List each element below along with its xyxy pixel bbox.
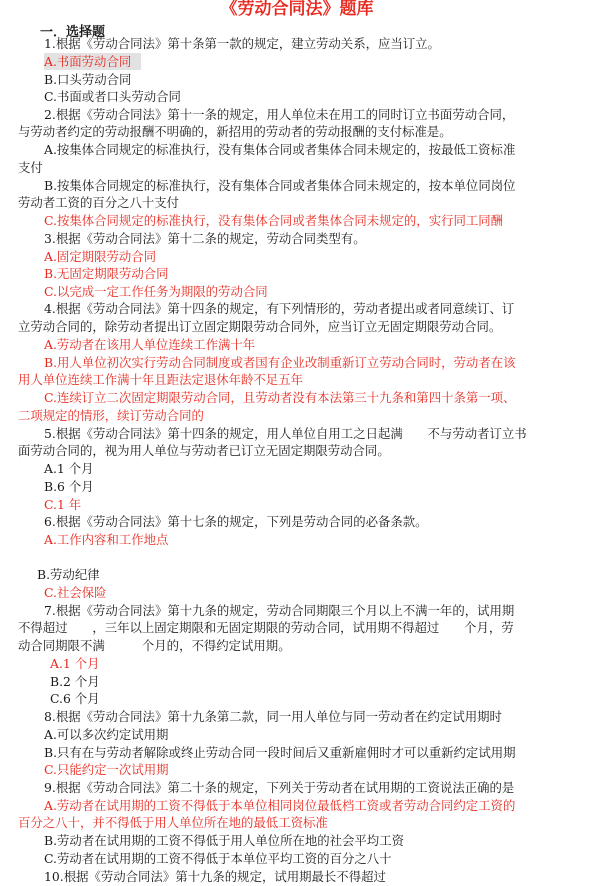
answer-line: A.劳动者在该用人单位连续工作满十年 [44, 337, 256, 352]
text-line: 7.根据《劳动合同法》第十九条的规定，劳动合同期限三个月以上不满一年的，试用期 [44, 603, 515, 618]
text-line: B.按集体合同规定的标准执行，没有集体合同或者集体合同未规定的，按本单位同岗位 [44, 178, 516, 193]
text-line: B.口头劳动合同 [44, 72, 132, 87]
text-line: B.只有在与劳动者解除或终止劳动合同一段时间后又重新雇佣时才可以重新约定试用期 [44, 745, 516, 760]
text-line: 2.根据《劳动合同法》第十一条的规定，用人单位未在用工的同时订立书面劳动合同， [44, 107, 515, 122]
text-line: 立劳动合同的，除劳动者提出订立固定期限劳动合同外，应当订立无固定期限劳动合同。 [18, 319, 502, 334]
text-line: C.6 个月 [50, 691, 100, 706]
answer-line: C.只能约定一次试用期 [44, 762, 169, 777]
text-line: B.劳动纪律 [37, 567, 100, 582]
text-line: 支付 [18, 160, 43, 175]
text-line: A.按集体合同规定的标准执行，没有集体合同或者集体合同未规定的，按最低工资标准 [44, 142, 516, 157]
text-line: 8.根据《劳动合同法》第十九条第二款，同一用人单位与同一劳动者在约定试用期时 [44, 709, 502, 724]
text-line: 5.根据《劳动合同法》第十四条的规定，用人单位自用工之日起满 不与劳动者订立书 [44, 426, 527, 441]
text-line: 6.根据《劳动合同法》第十七条的规定，下列是劳动合同的必备条款。 [44, 514, 428, 529]
text-line: 4.根据《劳动合同法》第十四条的规定，有下列情形的，劳动者提出或者同意续订、订 [44, 301, 515, 316]
text-line: 动合同期限不满 个月的，不得约定试用期。 [18, 638, 291, 653]
answer-line: C.以完成一定工作任务为期限的劳动合同 [44, 284, 268, 299]
text-line: 1.根据《劳动合同法》第十条第一款的规定，建立劳动关系，应当订立。 [44, 36, 440, 51]
answer-line: A.劳动者在试用期的工资不得低于本单位相同岗位最低档工资或者劳动合同约定工资的 [44, 798, 516, 813]
answer-line: C.连续订立二次固定期限劳动合同，且劳动者没有本法第三十九条和第四十条第一项、 [44, 390, 516, 405]
answer-line: C.按集体合同规定的标准执行，没有集体合同或者集体合同未规定的，实行同工同酬 [44, 213, 504, 228]
text-line: 3.根据《劳动合同法》第十二条的规定，劳动合同类型有。 [44, 231, 366, 246]
text-line: 面劳动合同的，视为用人单位与劳动者已订立无固定期限劳动合同。 [18, 443, 390, 458]
answer-line: 用人单位连续工作满十年且距法定退休年龄不足五年 [18, 372, 303, 387]
text-line: B.劳动者在试用期的工资不得低于用人单位所在地的社会平均工资 [44, 833, 404, 848]
answer-line: 百分之八十，并不得低于用人单位所在地的最低工资标准 [18, 815, 328, 830]
answer-line: 二项规定的情形，续订劳动合同的 [18, 408, 204, 423]
text-line: B.2 个月 [50, 674, 100, 689]
answer-line: C.1 年 [44, 497, 82, 512]
text-line: C.书面或者口头劳动合同 [44, 89, 181, 104]
answer-line: A.固定期限劳动合同 [44, 249, 157, 264]
answer-line: B.无固定期限劳动合同 [44, 266, 169, 281]
text-line: C.劳动者在试用期的工资不得低于本单位平均工资的百分之八十 [44, 851, 392, 866]
text-line: 不得超过 ，三年以上固定期限和无固定期限的劳动合同，试用期不得超过 个月，劳 [18, 620, 514, 635]
answer-line: A.书面劳动合同 [44, 53, 141, 70]
answer-line: A.1 个月 [50, 656, 100, 671]
section-heading: 一．选择题 [40, 25, 106, 40]
text-line: 劳动者工资的百分之八十支付 [18, 195, 180, 210]
answer-line: B.用人单位初次实行劳动合同制度或者国有企业改制重新订立劳动合同时，劳动者在该 [44, 355, 516, 370]
text-line: 与劳动者约定的劳动报酬不明确的，新招用的劳动者的劳动报酬的支付标准是。 [18, 124, 452, 139]
text-line: 9.根据《劳动合同法》第二十条的规定，下列关于劳动者在试用期的工资说法正确的是 [44, 780, 515, 795]
document-title: 《劳动合同法》题库 [220, 0, 374, 19]
text-line: A.1 个月 [44, 461, 94, 476]
text-line: 10.根据《劳动合同法》第十九条的规定，试用期最长不得超过 [44, 869, 386, 884]
text-line: B.6 个月 [44, 479, 94, 494]
answer-line: A.工作内容和工作地点 [44, 532, 169, 547]
text-line: A.可以多次约定试用期 [44, 727, 169, 742]
answer-line: C.社会保险 [44, 585, 107, 600]
